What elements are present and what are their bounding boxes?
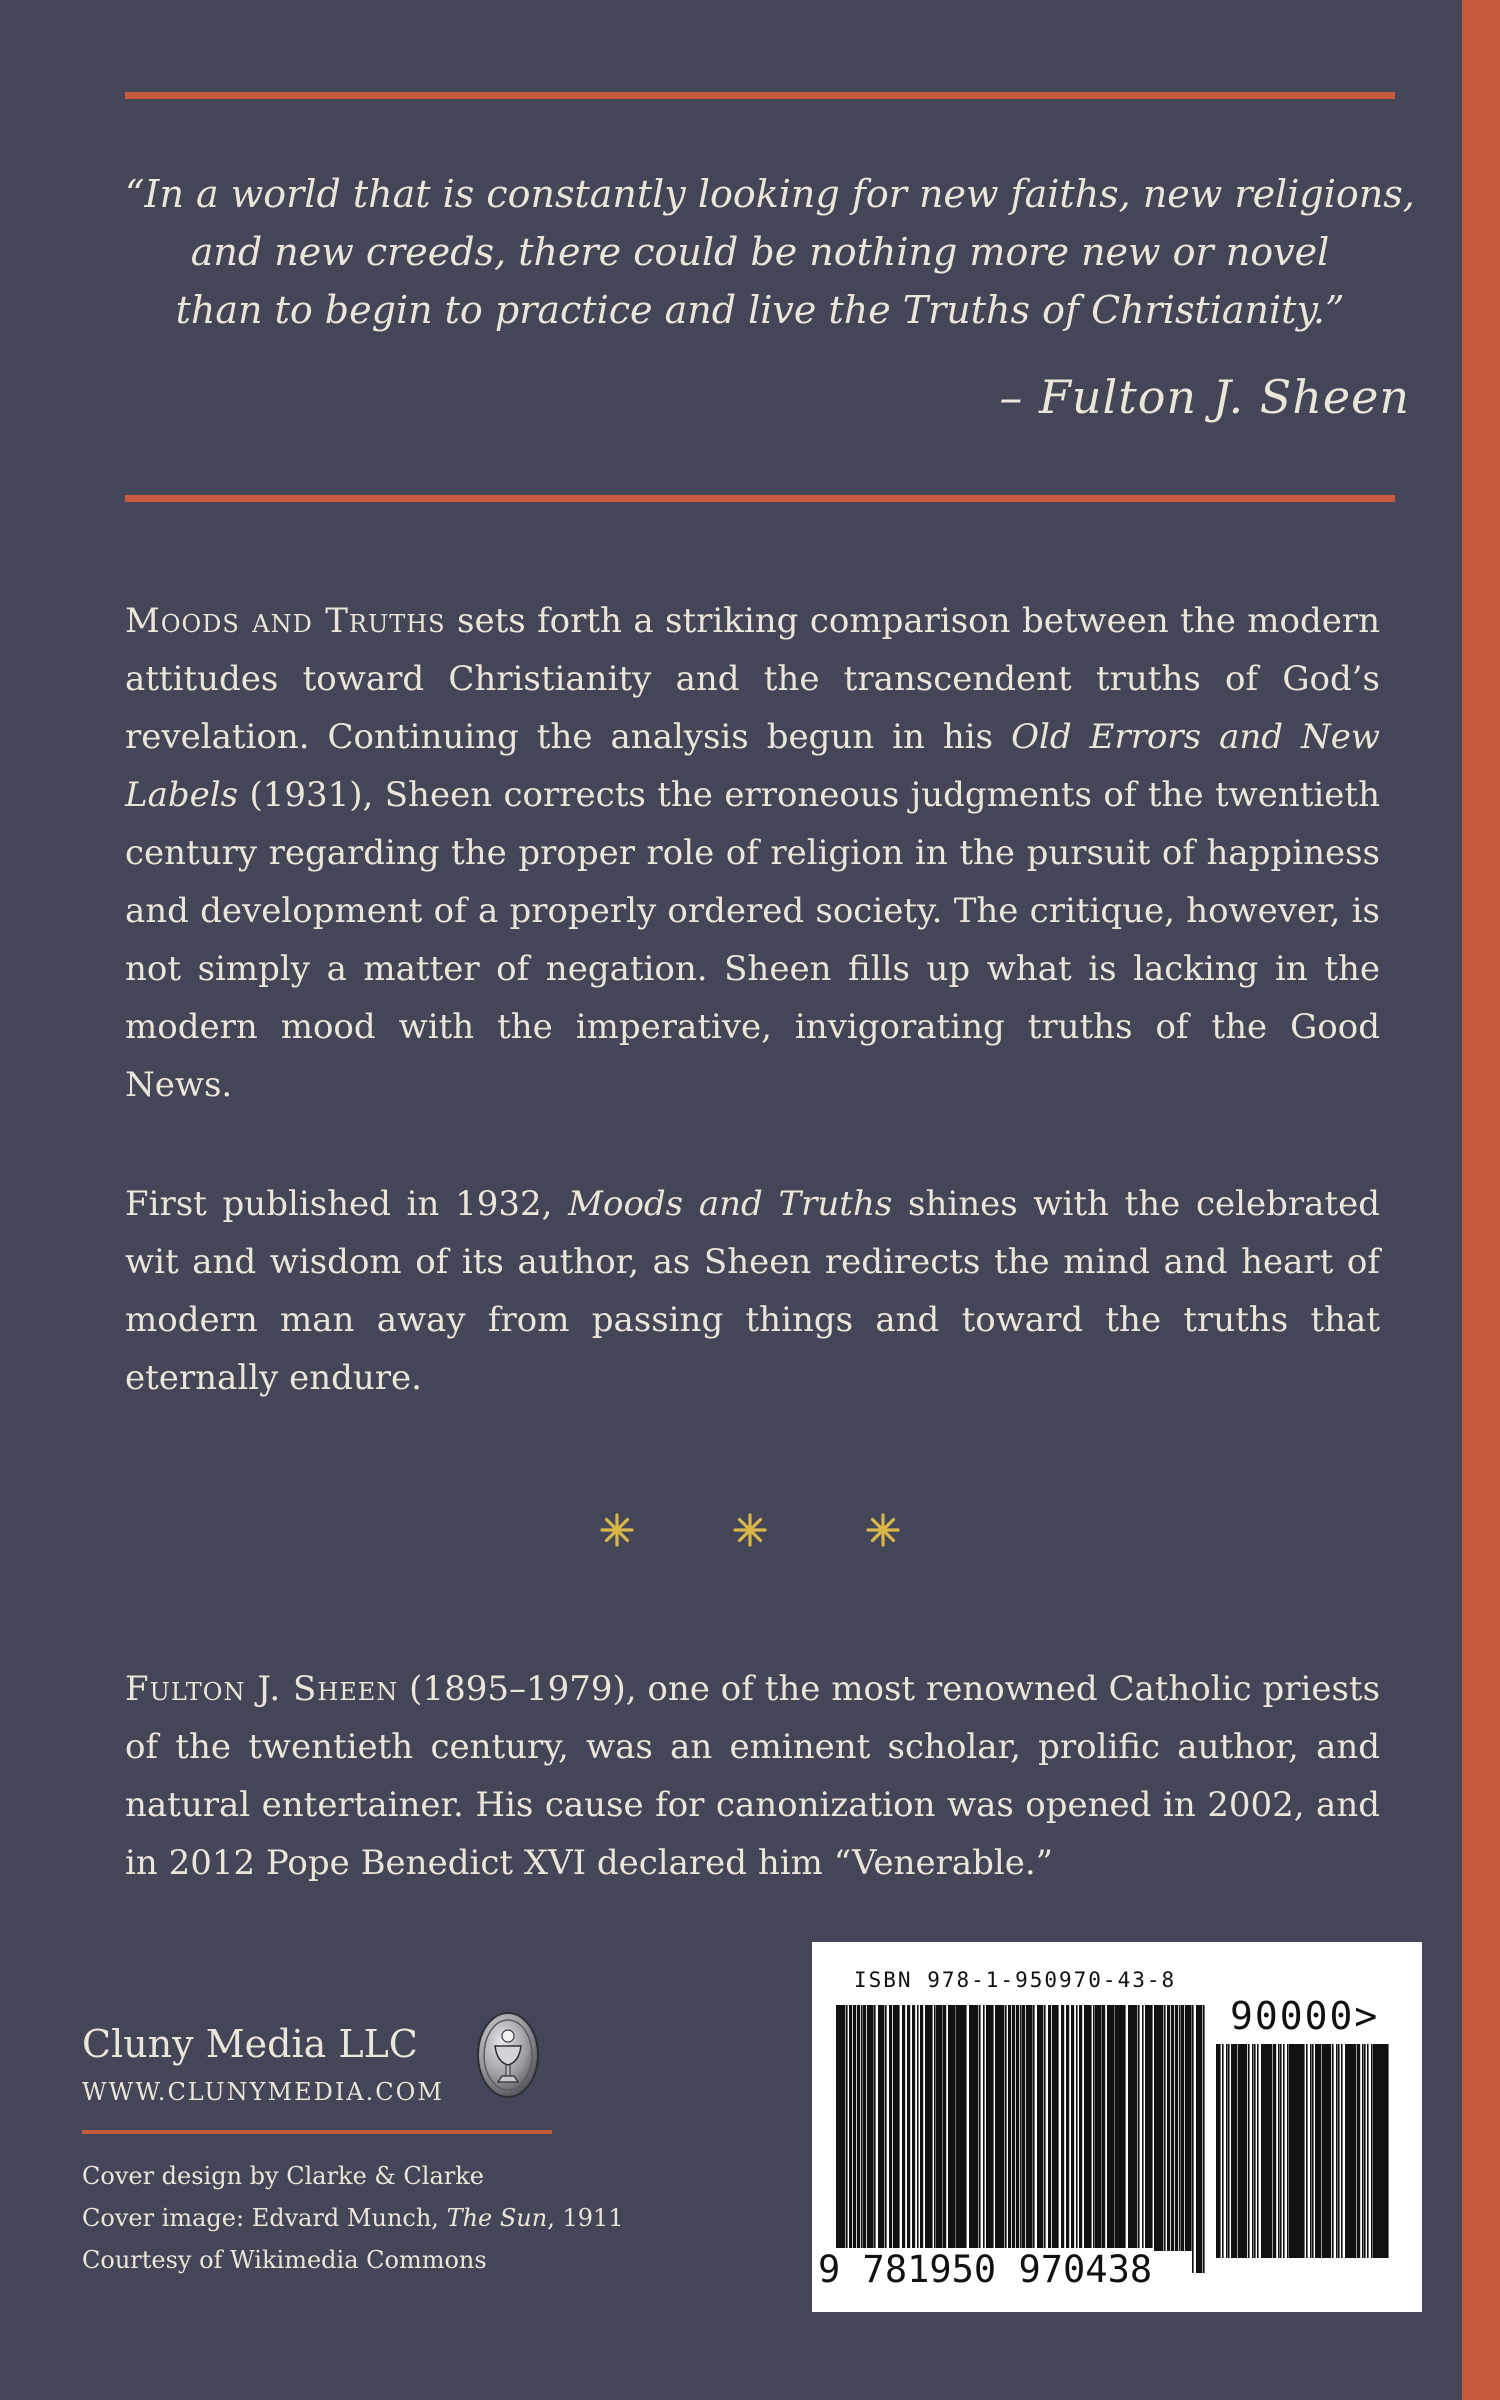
description-text: (1931), Sheen corrects the erroneous judgments of the twentieth century regarding the proper role of religion in the pursuit of happiness and development of a properly ordered society. The critique, however, is not simply a matter of negation. Sheen fills up what is lacking in the modern mood with the imperative, invigorating truths of the Good News. [125, 775, 1380, 1105]
barcode-bar [969, 2005, 972, 2251]
barcode-bar [1138, 2005, 1140, 2251]
chalice-medallion-icon [475, 2010, 541, 2100]
isbn-label: ISBN 978-1-950970-43-8 [854, 1968, 1177, 1992]
description-paragraph-2 [125, 1175, 1380, 1407]
barcode-bar [1252, 2044, 1254, 2258]
ean-digits: 9 781950 970438 [818, 2248, 1153, 2291]
barcode-bar [872, 2005, 874, 2251]
barcode-bar [1142, 2005, 1144, 2251]
barcode-bar [983, 2005, 985, 2251]
barcode-bar [907, 2005, 910, 2251]
barcode-bar [1020, 2005, 1022, 2273]
barcode-bar [861, 2005, 863, 2251]
cover-credits [82, 2155, 624, 2281]
barcode-bar [925, 2005, 931, 2251]
barcode-bar [1303, 2044, 1305, 2258]
barcode-bar [1273, 2044, 1276, 2258]
barcode-main-bars [834, 2005, 1214, 2273]
barcode-bar [1121, 2005, 1124, 2251]
barcode-bar [857, 2005, 860, 2251]
star-icon [866, 1513, 900, 1547]
barcode-bar [1179, 2005, 1181, 2251]
related-book-title: Old Errors and New Labels [125, 717, 1380, 815]
barcode-bar [1167, 2005, 1170, 2251]
barcode-bar [1084, 2005, 1090, 2251]
side-accent-bar [1462, 0, 1500, 2400]
barcode-bar [1367, 2044, 1369, 2258]
barcode-bar [1008, 2005, 1011, 2251]
author-bio [125, 1660, 1380, 1892]
barcode-bar [839, 2005, 845, 2273]
barcode-bar [1384, 2044, 1387, 2258]
barcode-bar [1306, 2044, 1308, 2258]
description-text: shines with the celebrated wit and wisdom of its author, as Sheen redirects the mind and heart of modern man away from passing things and toward the truths that eternally endure. [125, 1184, 1380, 1398]
barcode-bar [920, 2005, 923, 2251]
barcode-bar [1332, 2044, 1334, 2258]
barcode-bar [878, 2005, 884, 2251]
barcode-bar [1131, 2005, 1137, 2251]
barcode-bar [1244, 2044, 1247, 2258]
price-code: 90000> [1230, 1994, 1380, 2038]
barcode-bar [1071, 2005, 1074, 2251]
barcode-bar [889, 2005, 892, 2251]
barcode-bar [1100, 2005, 1102, 2251]
barcode-bar [836, 2005, 839, 2273]
barcode-bar [1102, 2005, 1105, 2251]
barcode-bar [1357, 2044, 1360, 2258]
publisher-divider-rule [82, 2130, 552, 2134]
barcode-bar [956, 2005, 959, 2251]
barcode-bar [1037, 2005, 1043, 2251]
barcode-bar [1181, 2005, 1184, 2251]
barcode-bar [885, 2005, 887, 2251]
barcode-bar [959, 2005, 962, 2251]
barcode-bar [1222, 2044, 1224, 2258]
barcode-bar [995, 2005, 998, 2251]
barcode-bar [1280, 2044, 1282, 2258]
barcode-bar [1048, 2005, 1051, 2251]
barcode-bar [1190, 2005, 1192, 2251]
publisher-url: WWW.CLUNYMEDIA.COM [82, 2078, 444, 2106]
publisher-name: Cluny Media LLC [82, 2022, 418, 2066]
barcode-bar [986, 2005, 992, 2251]
barcode-bar [863, 2005, 866, 2251]
barcode-bar [1226, 2044, 1228, 2258]
credit-image-prefix: Cover image: Edvard Munch, [82, 2204, 447, 2232]
barcode-bar [1228, 2044, 1230, 2258]
barcode-bar [1066, 2005, 1069, 2251]
barcode-bar [1124, 2005, 1126, 2251]
barcode-bar [962, 2005, 965, 2251]
barcode-bar [1151, 2005, 1153, 2251]
barcode-bar [1203, 2005, 1205, 2273]
barcode-bar [1154, 2005, 1157, 2251]
barcode-bar [1016, 2005, 1019, 2251]
barcode-bar [1076, 2005, 1078, 2251]
barcode-bar [931, 2005, 933, 2251]
epigraph-quote [125, 165, 1415, 339]
book-title-smallcaps: Moods and Truths [125, 601, 446, 641]
star-icon [733, 1513, 767, 1547]
barcode-bar [1022, 2005, 1025, 2273]
barcode-bar [1371, 2044, 1373, 2258]
barcode-bar [1012, 2005, 1015, 2251]
barcode-bar [1338, 2044, 1340, 2258]
barcode-bar [898, 2005, 900, 2251]
barcode-bar [1336, 2044, 1338, 2258]
barcode-bar [1118, 2005, 1121, 2251]
barcode-bar [1090, 2005, 1092, 2251]
barcode-bar [1328, 2044, 1331, 2258]
isbn-barcode [812, 1942, 1422, 2312]
barcode-bar [874, 2005, 876, 2251]
barcode-bar [1312, 2044, 1314, 2258]
barcode-bar [1248, 2044, 1250, 2258]
barcode-bar [1266, 2044, 1272, 2258]
credit-design: Cover design by Clarke & Clarke [82, 2162, 484, 2190]
barcode-bar [1362, 2044, 1364, 2258]
barcode-bar [1315, 2044, 1321, 2258]
quote-line: than to begin to practice and live the Truths of Christianity.” [175, 288, 1345, 332]
barcode-bar [1219, 2044, 1221, 2258]
barcode-bar [1238, 2044, 1244, 2258]
barcode-bar [1061, 2005, 1064, 2251]
barcode-bar [1157, 2005, 1163, 2251]
barcode-bar [1031, 2005, 1033, 2251]
credit-image-year: , 1911 [547, 2204, 624, 2232]
barcode-bar [1278, 2044, 1280, 2258]
barcode-bar [1300, 2044, 1303, 2258]
description-text: sets forth a striking comparison between the modern attitudes toward Christianity and the transcendent truths of God’s revelation. Continuing the analysis begun in his [125, 601, 1380, 757]
barcode-bar [934, 2005, 936, 2251]
barcode-bar [1364, 2044, 1366, 2258]
star-icon [600, 1513, 634, 1547]
barcode-bar [965, 2005, 967, 2251]
barcode-bar [1322, 2044, 1328, 2258]
barcode-bar [972, 2005, 978, 2251]
painting-title: The Sun [446, 2204, 548, 2232]
barcode-bar [1231, 2044, 1237, 2258]
credit-image [82, 2197, 624, 2239]
barcode-bar [1257, 2044, 1259, 2258]
barcode-bar [1033, 2005, 1035, 2251]
barcode-bar [1044, 2005, 1046, 2251]
barcode-bar [1115, 2005, 1118, 2251]
middle-divider-rule [125, 495, 1395, 502]
barcode-bar [1216, 2044, 1219, 2258]
barcode-bar [979, 2005, 981, 2251]
barcode-bar [1192, 2005, 1194, 2273]
barcode-bar [1057, 2005, 1059, 2251]
barcode-bar [992, 2005, 994, 2251]
barcode-bar [1128, 2005, 1131, 2251]
barcode-addon-bars [1214, 2044, 1399, 2280]
barcode-bar [948, 2005, 954, 2251]
quote-line: “In a world that is constantly looking for new faiths, new religions, [125, 172, 1415, 216]
barcode-bar [954, 2005, 956, 2251]
top-divider-rule [125, 92, 1395, 99]
barcode-bar [1171, 2005, 1174, 2251]
barcode-bar [1145, 2005, 1151, 2251]
barcode-bar [1093, 2005, 1095, 2251]
barcode-bar [1310, 2044, 1312, 2258]
barcode-bar [1079, 2005, 1082, 2251]
barcode-bar [846, 2005, 848, 2273]
barcode-bar [1350, 2044, 1356, 2258]
description-text: First published in 1932, [125, 1184, 569, 1224]
barcode-bar [1107, 2005, 1113, 2251]
barcode-bar [1113, 2005, 1115, 2251]
barcode-bar [912, 2005, 915, 2251]
barcode-bar [1175, 2005, 1178, 2251]
bio-text: (1895–1979), one of the most renowned Catholic priests of the twentieth century, was an eminent scholar, prolific author, and natural entertainer. His cause for canonization was opened in 2002, and in 2012 Pope Benedict XVI declared him “Venerable.” [125, 1669, 1381, 1883]
barcode-bar [902, 2005, 905, 2251]
barcode-bar [1287, 2044, 1289, 2258]
barcode-bar [941, 2005, 943, 2251]
quote-attribution: – Fulton J. Sheen [999, 370, 1410, 424]
barcode-bar [853, 2005, 856, 2251]
description-paragraph-1 [125, 592, 1380, 1114]
barcode-bar [849, 2005, 852, 2251]
barcode-bar [1289, 2044, 1295, 2258]
author-name-smallcaps: Fulton J. Sheen [125, 1669, 399, 1709]
barcode-bar [1254, 2044, 1256, 2258]
book-title-italic: Moods and Truths [568, 1184, 893, 1224]
barcode-bar [1005, 2005, 1007, 2251]
barcode-bar [1387, 2044, 1389, 2258]
barcode-bar [943, 2005, 946, 2251]
barcode-bar [917, 2005, 919, 2251]
barcode-bar [1283, 2044, 1285, 2258]
barcode-bar [1196, 2005, 1202, 2273]
quote-line: and new creeds, there could be nothing more new or novel [190, 230, 1330, 274]
star-ornament [600, 1500, 900, 1560]
barcode-bar [998, 2005, 1004, 2251]
barcode-bar [1373, 2044, 1379, 2258]
barcode-bar [1341, 2044, 1343, 2258]
credit-courtesy: Courtesy of Wikimedia Commons [82, 2246, 487, 2274]
barcode-bar [1164, 2005, 1166, 2251]
